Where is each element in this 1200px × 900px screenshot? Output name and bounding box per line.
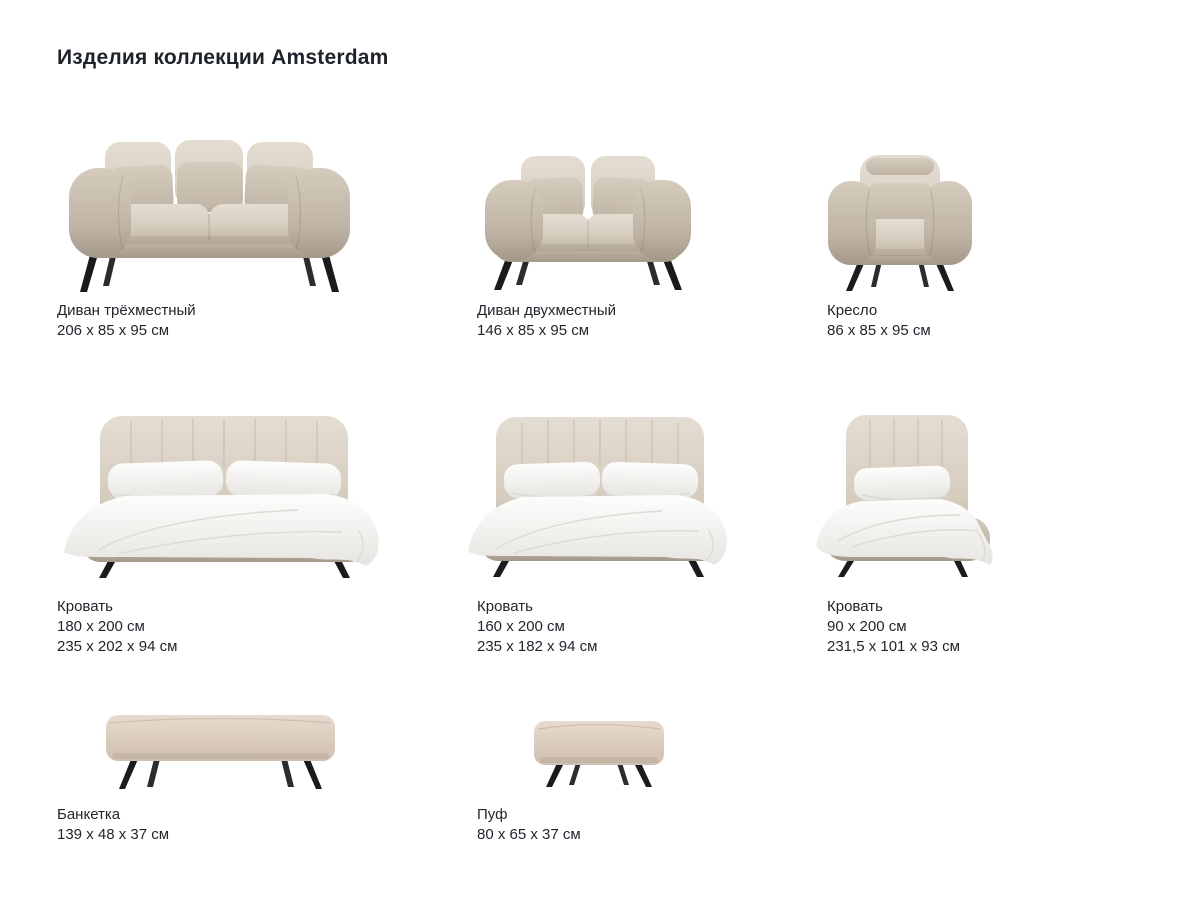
product-image-armchair	[822, 145, 978, 298]
product-dimensions: 90 x 200 см	[827, 618, 907, 635]
product-image-bed-180	[58, 410, 390, 585]
pouf-illustration	[524, 717, 674, 789]
product-name: Кровать	[57, 598, 113, 615]
product-dimensions: 235 x 202 x 94 см	[57, 638, 178, 655]
product-image-bed-160	[462, 411, 738, 586]
product-label-pouf	[477, 805, 581, 845]
product-image-pouf	[524, 717, 674, 794]
product-label-armchair	[827, 301, 931, 341]
product-image-sofa-two-seat	[477, 142, 699, 297]
product-dimensions: 206 x 85 x 95 см	[57, 322, 170, 339]
product-name: Банкетка	[57, 806, 121, 823]
product-image-bench	[98, 709, 343, 796]
product-name: Диван двухместный	[477, 302, 616, 319]
product-label-bed-160	[477, 597, 597, 657]
bench-illustration	[98, 709, 343, 791]
armchair-illustration	[822, 145, 978, 293]
product-image-bed-90	[812, 413, 1002, 584]
product-dimensions: 160 x 200 см	[477, 618, 565, 635]
product-label-bed-90	[827, 597, 960, 657]
product-label-bench	[57, 805, 169, 845]
product-dimensions: 80 x 65 x 37 см	[477, 826, 581, 843]
product-dimensions: 180 x 200 см	[57, 618, 145, 635]
product-label-sofa-three-seat	[57, 301, 196, 341]
product-name: Кровать	[827, 598, 883, 615]
product-dimensions: 139 x 48 x 37 см	[57, 826, 170, 843]
sofa-two-seat-illustration	[477, 142, 699, 292]
product-name: Диван трёхместный	[57, 302, 196, 319]
product-name: Пуф	[477, 806, 508, 823]
bed-180-illustration	[58, 410, 390, 580]
page-title: Изделия коллекции Amsterdam	[57, 46, 389, 69]
bed-160-illustration	[462, 411, 738, 581]
product-label-sofa-two-seat	[477, 301, 616, 341]
product-dimensions: 235 x 182 x 94 см	[477, 638, 598, 655]
product-dimensions: 86 x 85 x 95 см	[827, 322, 931, 339]
product-name: Кровать	[477, 598, 533, 615]
sofa-three-seat-illustration	[57, 118, 362, 293]
bed-90-illustration	[812, 413, 1002, 579]
product-name: Кресло	[827, 302, 878, 319]
product-image-sofa-three-seat	[57, 118, 362, 298]
product-label-bed-180	[57, 597, 177, 657]
product-dimensions: 146 x 85 x 95 см	[477, 322, 590, 339]
product-dimensions: 231,5 x 101 x 93 см	[827, 638, 960, 655]
